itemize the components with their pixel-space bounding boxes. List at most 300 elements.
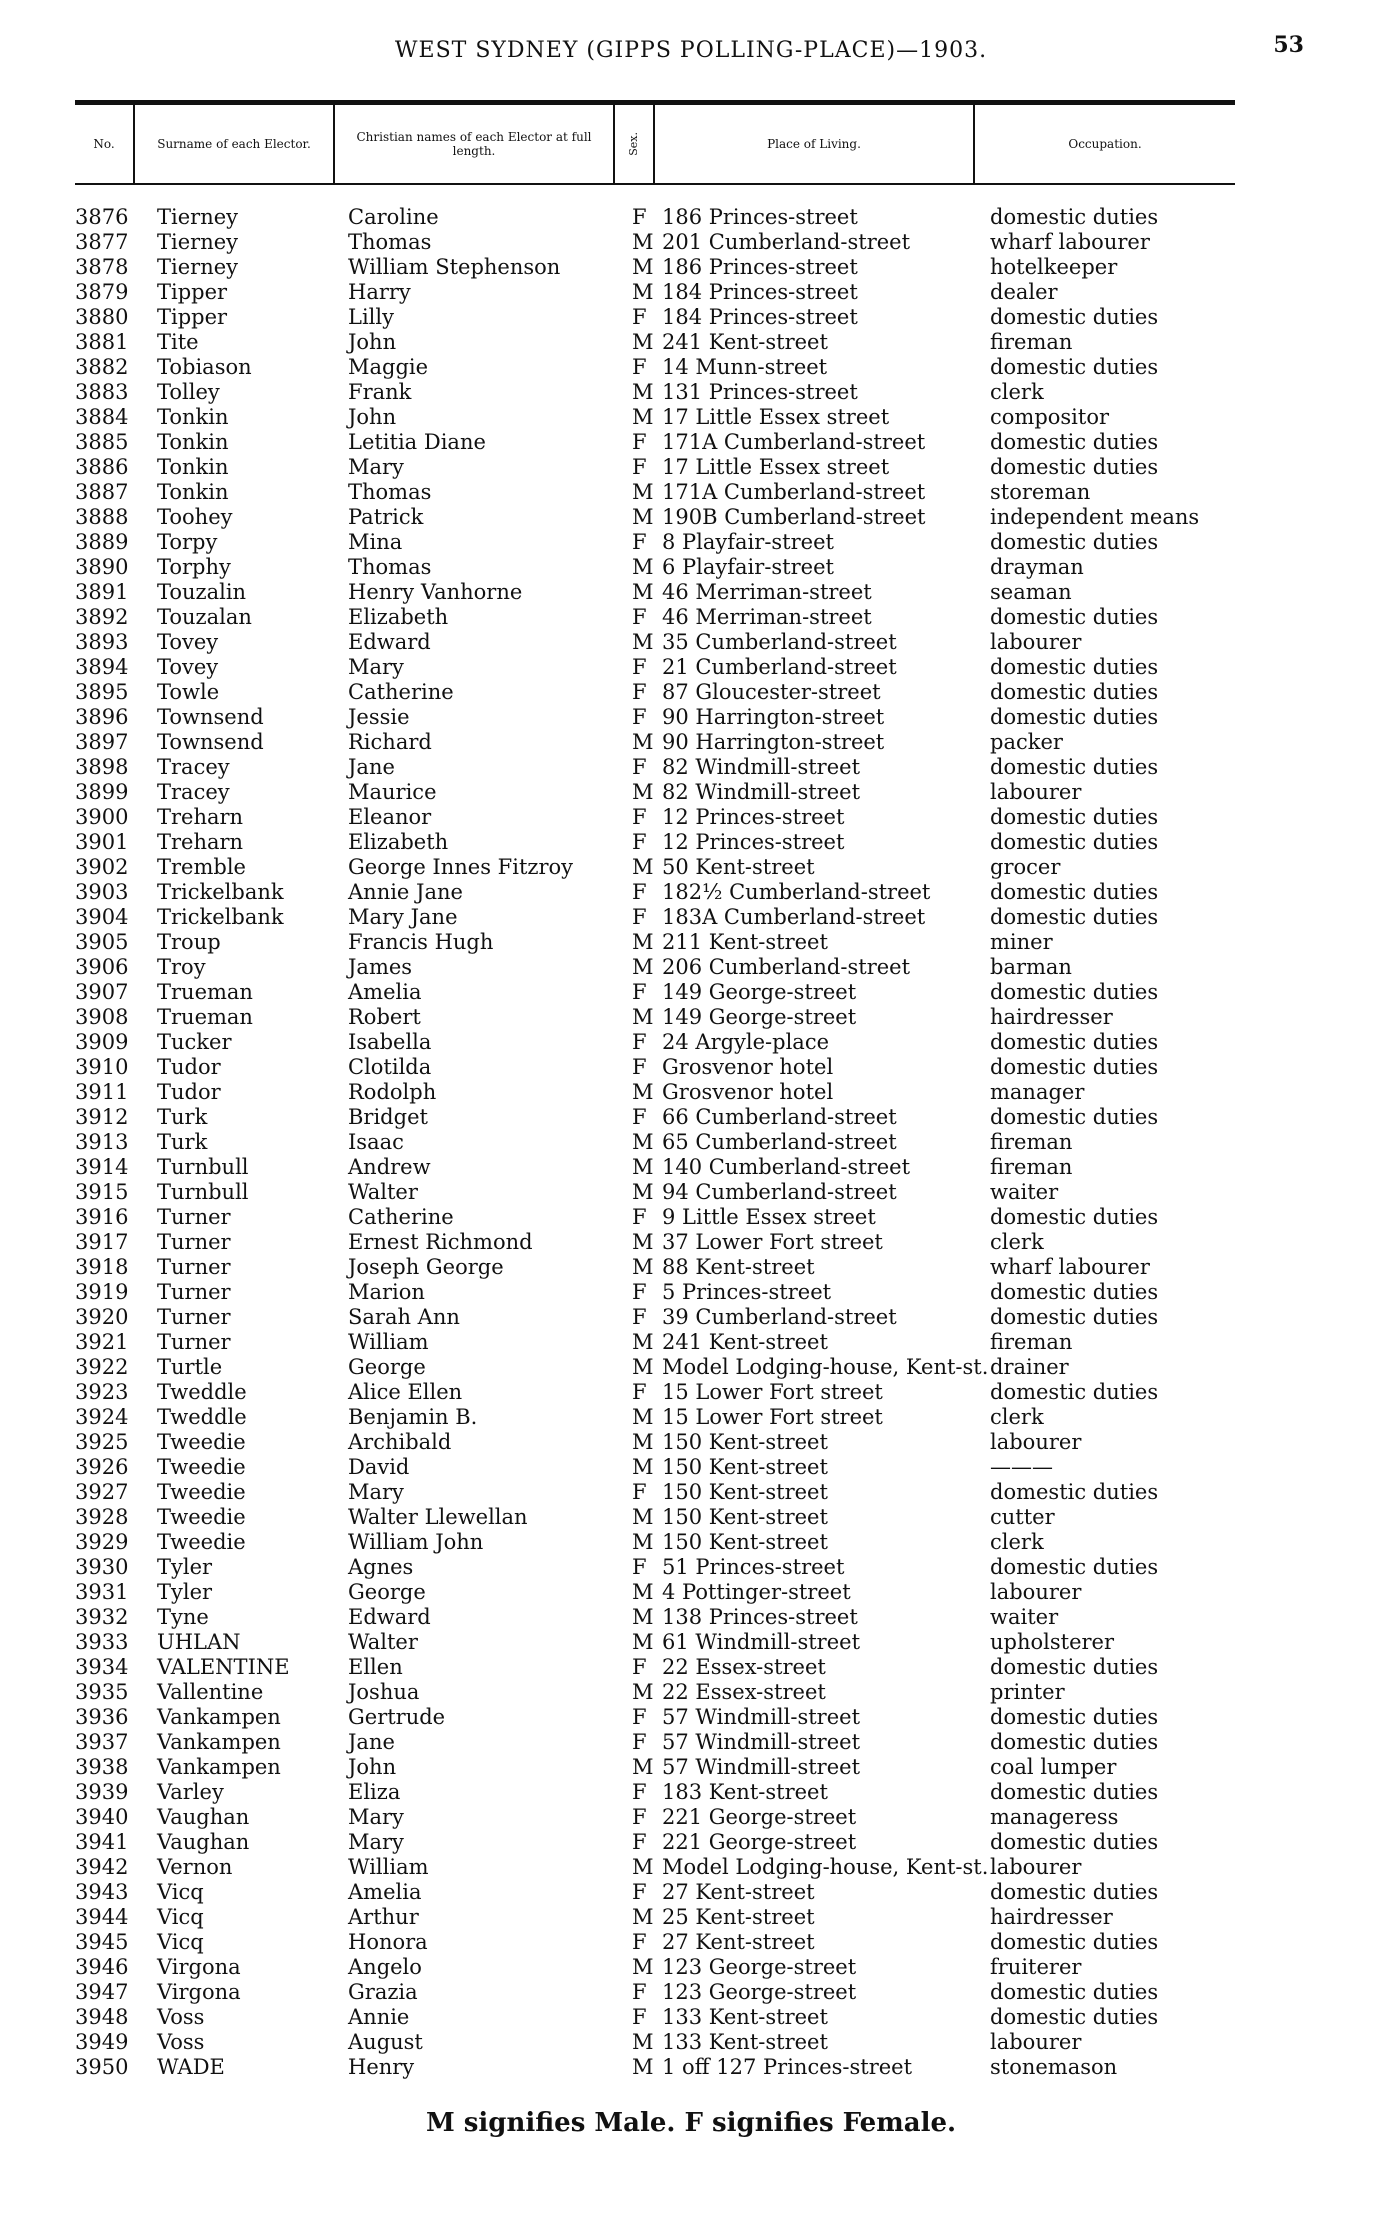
elector-place: 82 Windmill-street	[662, 780, 861, 804]
elector-christian-names: Letitia Diane	[348, 430, 486, 454]
elector-occupation: domestic duties	[990, 1480, 1159, 1504]
elector-number: 3938	[75, 1755, 129, 1779]
elector-number: 3933	[75, 1630, 129, 1654]
elector-occupation: labourer	[990, 1430, 1082, 1454]
elector-surname: Toohey	[157, 505, 233, 529]
elector-number: 3940	[75, 1805, 129, 1829]
elector-christian-names: Richard	[348, 730, 432, 754]
elector-christian-names: Sarah Ann	[348, 1305, 460, 1329]
elector-sex: F	[632, 430, 647, 454]
elector-christian-names: Andrew	[348, 1155, 431, 1179]
elector-christian-names: Isaac	[348, 1130, 404, 1154]
elector-number: 3878	[75, 255, 129, 279]
elector-sex: M	[632, 955, 654, 979]
elector-surname: Tweddle	[157, 1380, 247, 1404]
elector-occupation: waiter	[990, 1180, 1059, 1204]
elector-number: 3888	[75, 505, 129, 529]
elector-occupation: domestic duties	[990, 1280, 1159, 1304]
elector-sex: F	[632, 1980, 647, 2004]
table-row	[75, 1255, 1255, 1280]
table-row	[75, 430, 1255, 455]
elector-sex: M	[632, 1605, 654, 1629]
table-row	[75, 980, 1255, 1005]
elector-surname: Tovey	[157, 655, 219, 679]
elector-christian-names: George	[348, 1355, 426, 1379]
elector-place: 25 Kent-street	[662, 1905, 815, 1929]
elector-occupation: domestic duties	[990, 830, 1159, 854]
elector-surname: Tweedie	[157, 1530, 246, 1554]
elector-christian-names: Annie	[348, 2005, 410, 2029]
elector-place: 241 Kent-street	[662, 330, 828, 354]
elector-surname: Tudor	[157, 1080, 221, 1104]
elector-surname: Turk	[157, 1130, 208, 1154]
elector-number: 3892	[75, 605, 129, 629]
elector-surname: Varley	[157, 1780, 224, 1804]
elector-sex: F	[632, 1380, 647, 1404]
table-row	[75, 1280, 1255, 1305]
table-row	[75, 2055, 1255, 2080]
elector-christian-names: Walter	[348, 1630, 418, 1654]
elector-surname: Vicq	[157, 1880, 204, 1904]
elector-sex: F	[632, 1030, 647, 1054]
elector-occupation: domestic duties	[990, 455, 1159, 479]
elector-number: 3887	[75, 480, 129, 504]
table-row	[75, 1680, 1255, 1705]
elector-christian-names: David	[348, 1455, 410, 1479]
elector-place: Grosvenor hotel	[662, 1080, 834, 1104]
elector-sex: F	[632, 1105, 647, 1129]
elector-place: 206 Cumberland-street	[662, 955, 911, 979]
elector-occupation: drayman	[990, 555, 1084, 579]
elector-christian-names: Catherine	[348, 680, 454, 704]
table-row	[75, 1905, 1255, 1930]
elector-christian-names: Eleanor	[348, 805, 432, 829]
elector-place: 46 Merriman-street	[662, 580, 872, 604]
table-row	[75, 905, 1255, 930]
table-row	[75, 1855, 1255, 1880]
elector-sex: F	[632, 605, 647, 629]
elector-number: 3936	[75, 1705, 129, 1729]
elector-number: 3945	[75, 1930, 129, 1954]
table-row	[75, 1355, 1255, 1380]
elector-surname: Tierney	[157, 255, 239, 279]
table-row	[75, 1830, 1255, 1855]
elector-place: 190B Cumberland-street	[662, 505, 926, 529]
elector-place: 12 Princes-street	[662, 805, 845, 829]
column-header-place: Place of Living.	[655, 105, 975, 183]
elector-sex: M	[632, 1130, 654, 1154]
table-row	[75, 855, 1255, 880]
elector-place: 22 Essex-street	[662, 1655, 826, 1679]
elector-occupation: clerk	[990, 1230, 1044, 1254]
elector-occupation: coal lumper	[990, 1755, 1117, 1779]
elector-sex: M	[632, 1755, 654, 1779]
elector-place: 21 Cumberland-street	[662, 655, 897, 679]
elector-christian-names: Marion	[348, 1280, 425, 1304]
elector-sex: M	[632, 1455, 654, 1479]
elector-place: 57 Windmill-street	[662, 1730, 861, 1754]
elector-occupation: storeman	[990, 480, 1091, 504]
elector-sex: M	[632, 1530, 654, 1554]
elector-christian-names: Joshua	[348, 1680, 420, 1704]
table-row	[75, 1030, 1255, 1055]
elector-sex: F	[632, 530, 647, 554]
elector-surname: Tudor	[157, 1055, 221, 1079]
elector-occupation: domestic duties	[990, 1730, 1159, 1754]
elector-place: 27 Kent-street	[662, 1880, 815, 1904]
elector-christian-names: Patrick	[348, 505, 424, 529]
elector-christian-names: Mary	[348, 1830, 404, 1854]
elector-sex: F	[632, 1780, 647, 1804]
elector-place: 94 Cumberland-street	[662, 1180, 897, 1204]
elector-surname: Turner	[157, 1255, 231, 1279]
elector-surname: Vaughan	[157, 1805, 250, 1829]
elector-place: 183A Cumberland-street	[662, 905, 926, 929]
elector-number: 3882	[75, 355, 129, 379]
elector-sex: F	[632, 1705, 647, 1729]
elector-surname: Tyne	[157, 1605, 209, 1629]
elector-christian-names: Jessie	[348, 705, 410, 729]
elector-number: 3880	[75, 305, 129, 329]
elector-surname: WADE	[157, 2055, 225, 2079]
elector-surname: Vernon	[157, 1855, 233, 1879]
elector-number: 3879	[75, 280, 129, 304]
elector-surname: Trueman	[157, 980, 253, 1004]
elector-occupation: clerk	[990, 1530, 1044, 1554]
elector-christian-names: Ellen	[348, 1655, 403, 1679]
elector-surname: Vankampen	[157, 1755, 281, 1779]
elector-surname: Tolley	[157, 380, 220, 404]
column-header-sex	[615, 105, 655, 183]
elector-christian-names: William	[348, 1330, 429, 1354]
elector-number: 3934	[75, 1655, 129, 1679]
sex-legend: M signifies Male. F signifies Female.	[425, 2108, 957, 2138]
elector-place: 4 Pottinger-street	[662, 1580, 851, 1604]
table-row	[75, 1980, 1255, 2005]
elector-sex: M	[632, 230, 654, 254]
elector-christian-names: Elizabeth	[348, 830, 449, 854]
table-row	[75, 1430, 1255, 1455]
table-row	[75, 1130, 1255, 1155]
elector-surname: Vankampen	[157, 1730, 281, 1754]
elector-sex: M	[632, 1905, 654, 1929]
table-row	[75, 1580, 1255, 1605]
elector-number: 3877	[75, 230, 129, 254]
table-row	[75, 1755, 1255, 1780]
elector-number: 3927	[75, 1480, 129, 1504]
elector-number: 3894	[75, 655, 129, 679]
elector-place: 182½ Cumberland-street	[662, 880, 931, 904]
column-header-no: No.	[75, 105, 135, 183]
elector-number: 3917	[75, 1230, 129, 1254]
elector-christian-names: Catherine	[348, 1205, 454, 1229]
elector-occupation: drainer	[990, 1355, 1069, 1379]
elector-place: 133 Kent-street	[662, 2005, 828, 2029]
elector-number: 3876	[75, 205, 129, 229]
elector-place: 150 Kent-street	[662, 1430, 828, 1454]
elector-occupation: domestic duties	[990, 1780, 1159, 1804]
table-row	[75, 1605, 1255, 1630]
elector-number: 3897	[75, 730, 129, 754]
elector-place: 50 Kent-street	[662, 855, 815, 879]
elector-sex: F	[632, 680, 647, 704]
table-row	[75, 1655, 1255, 1680]
elector-number: 3930	[75, 1555, 129, 1579]
table-row	[75, 1305, 1255, 1330]
table-row	[75, 530, 1255, 555]
elector-sex: M	[632, 1430, 654, 1454]
elector-sex: M	[632, 2055, 654, 2079]
elector-surname: Virgona	[157, 1980, 241, 2004]
table-row	[75, 405, 1255, 430]
elector-christian-names: George Innes Fitzroy	[348, 855, 573, 879]
elector-place: 171A Cumberland-street	[662, 480, 926, 504]
elector-christian-names: Rodolph	[348, 1080, 437, 1104]
elector-sex: M	[632, 780, 654, 804]
elector-sex: F	[632, 1555, 647, 1579]
elector-surname: Townsend	[157, 705, 264, 729]
elector-occupation: domestic duties	[990, 305, 1159, 329]
elector-christian-names: Amelia	[348, 1880, 422, 1904]
elector-occupation: wharf labourer	[990, 1255, 1150, 1279]
table-row	[75, 780, 1255, 805]
elector-occupation: cutter	[990, 1505, 1055, 1529]
elector-place: 149 George-street	[662, 1005, 857, 1029]
elector-place: 1 off 127 Princes-street	[662, 2055, 913, 2079]
elector-place: 15 Lower Fort street	[662, 1405, 883, 1429]
elector-sex: F	[632, 755, 647, 779]
table-row	[75, 555, 1255, 580]
elector-number: 3928	[75, 1505, 129, 1529]
elector-place: 35 Cumberland-street	[662, 630, 897, 654]
elector-sex: M	[632, 930, 654, 954]
elector-surname: Tyler	[157, 1580, 213, 1604]
table-row	[75, 1005, 1255, 1030]
elector-number: 3909	[75, 1030, 129, 1054]
table-row	[75, 305, 1255, 330]
elector-occupation: domestic duties	[990, 905, 1159, 929]
elector-sex: M	[632, 1080, 654, 1104]
elector-surname: Vankampen	[157, 1705, 281, 1729]
elector-surname: Troup	[157, 930, 221, 954]
table-row	[75, 1805, 1255, 1830]
elector-number: 3902	[75, 855, 129, 879]
elector-surname: Vallentine	[157, 1680, 264, 1704]
elector-occupation: domestic duties	[990, 655, 1159, 679]
elector-sex: F	[632, 1055, 647, 1079]
elector-number: 3886	[75, 455, 129, 479]
elector-place: 24 Argyle-place	[662, 1030, 830, 1054]
elector-sex: M	[632, 1405, 654, 1429]
elector-occupation: fireman	[990, 330, 1073, 354]
elector-number: 3901	[75, 830, 129, 854]
elector-christian-names: Bridget	[348, 1105, 428, 1129]
elector-occupation: domestic duties	[990, 1930, 1159, 1954]
table-row	[75, 1930, 1255, 1955]
elector-occupation: hairdresser	[990, 1005, 1113, 1029]
elector-occupation: seaman	[990, 580, 1072, 604]
elector-place: 88 Kent-street	[662, 1255, 815, 1279]
elector-christian-names: August	[348, 2030, 423, 2054]
table-row	[75, 755, 1255, 780]
elector-place: 65 Cumberland-street	[662, 1130, 897, 1154]
elector-occupation: domestic duties	[990, 1980, 1159, 2004]
elector-number: 3949	[75, 2030, 129, 2054]
table-row	[75, 1330, 1255, 1355]
elector-place: 150 Kent-street	[662, 1505, 828, 1529]
elector-sex: F	[632, 205, 647, 229]
elector-sex: F	[632, 455, 647, 479]
elector-number: 3946	[75, 1955, 129, 1979]
elector-surname: Tweedie	[157, 1455, 246, 1479]
elector-surname: Tweedie	[157, 1430, 246, 1454]
table-row	[75, 480, 1255, 505]
elector-number: 3932	[75, 1605, 129, 1629]
elector-christian-names: Frank	[348, 380, 412, 404]
elector-place: Grosvenor hotel	[662, 1055, 834, 1079]
table-row	[75, 255, 1255, 280]
elector-place: 221 George-street	[662, 1805, 857, 1829]
elector-surname: Tucker	[157, 1030, 232, 1054]
elector-surname: Vaughan	[157, 1830, 250, 1854]
table-row	[75, 630, 1255, 655]
elector-occupation: waiter	[990, 1605, 1059, 1629]
elector-surname: Tonkin	[157, 405, 229, 429]
table-row	[75, 1230, 1255, 1255]
elector-christian-names: Edward	[348, 630, 431, 654]
elector-place: 186 Princes-street	[662, 205, 858, 229]
elector-place: 138 Princes-street	[662, 1605, 858, 1629]
elector-number: 3939	[75, 1780, 129, 1804]
elector-sex: F	[632, 880, 647, 904]
column-header-christian-names: Christian names of each Elector at full length.	[335, 105, 615, 183]
elector-christian-names: John	[348, 1755, 397, 1779]
elector-number: 3942	[75, 1855, 129, 1879]
table-row	[75, 1630, 1255, 1655]
table-row	[75, 1205, 1255, 1230]
elector-number: 3911	[75, 1080, 129, 1104]
elector-number: 3890	[75, 555, 129, 579]
elector-surname: Tweedie	[157, 1505, 246, 1529]
elector-occupation: domestic duties	[990, 430, 1159, 454]
elector-occupation: labourer	[990, 780, 1082, 804]
elector-sex: M	[632, 1230, 654, 1254]
elector-sex: M	[632, 630, 654, 654]
elector-number: 3912	[75, 1105, 129, 1129]
elector-number: 3935	[75, 1680, 129, 1704]
elector-occupation: hairdresser	[990, 1905, 1113, 1929]
elector-christian-names: Joseph George	[348, 1255, 504, 1279]
elector-sex: F	[632, 355, 647, 379]
elector-sex: M	[632, 555, 654, 579]
elector-christian-names: Harry	[348, 280, 411, 304]
elector-number: 3943	[75, 1880, 129, 1904]
elector-number: 3889	[75, 530, 129, 554]
elector-number: 3914	[75, 1155, 129, 1179]
elector-christian-names: Edward	[348, 1605, 431, 1629]
elector-surname: Voss	[157, 2030, 205, 2054]
elector-christian-names: Ernest Richmond	[348, 1230, 533, 1254]
elector-number: 3881	[75, 330, 129, 354]
elector-christian-names: Eliza	[348, 1780, 401, 1804]
elector-number: 3910	[75, 1055, 129, 1079]
elector-christian-names: Jane	[348, 755, 395, 779]
page-title: WEST SYDNEY (GIPPS POLLING-PLACE)—1903.	[394, 38, 988, 63]
elector-surname: Turner	[157, 1230, 231, 1254]
page-number: 53	[1273, 32, 1304, 58]
elector-number: 3913	[75, 1130, 129, 1154]
electors-list	[75, 205, 1255, 2080]
elector-number: 3924	[75, 1405, 129, 1429]
elector-occupation: barman	[990, 955, 1072, 979]
elector-place: 150 Kent-street	[662, 1455, 828, 1479]
elector-occupation: domestic duties	[990, 705, 1159, 729]
elector-surname: Voss	[157, 2005, 205, 2029]
elector-place: 133 Kent-street	[662, 2030, 828, 2054]
table-row	[75, 1530, 1255, 1555]
table-row	[75, 2005, 1255, 2030]
elector-sex: F	[632, 1930, 647, 1954]
elector-number: 3919	[75, 1280, 129, 1304]
elector-place: 51 Princes-street	[662, 1555, 845, 1579]
elector-surname: Turnbull	[157, 1180, 249, 1204]
elector-number: 3948	[75, 2005, 129, 2029]
elector-surname: Tonkin	[157, 430, 229, 454]
elector-sex: F	[632, 980, 647, 1004]
elector-place: 39 Cumberland-street	[662, 1305, 897, 1329]
elector-place: 17 Little Essex street	[662, 455, 890, 479]
elector-place: 57 Windmill-street	[662, 1705, 861, 1729]
elector-surname: Turner	[157, 1280, 231, 1304]
elector-surname: Treharn	[157, 830, 244, 854]
elector-sex: M	[632, 505, 654, 529]
elector-occupation: ———	[990, 1455, 1053, 1479]
elector-place: 90 Harrington-street	[662, 730, 885, 754]
elector-christian-names: William	[348, 1855, 429, 1879]
elector-occupation: fireman	[990, 1330, 1073, 1354]
elector-surname: Turner	[157, 1305, 231, 1329]
elector-surname: Tipper	[157, 305, 228, 329]
elector-occupation: domestic duties	[990, 1105, 1159, 1129]
elector-christian-names: Thomas	[348, 230, 432, 254]
elector-occupation: miner	[990, 930, 1053, 954]
elector-occupation: fireman	[990, 1130, 1073, 1154]
elector-sex: M	[632, 1005, 654, 1029]
table-row	[75, 955, 1255, 980]
elector-surname: Trueman	[157, 1005, 253, 1029]
elector-number: 3941	[75, 1830, 129, 1854]
elector-occupation: domestic duties	[990, 205, 1159, 229]
elector-sex: M	[632, 1855, 654, 1879]
elector-place: 37 Lower Fort street	[662, 1230, 883, 1254]
elector-surname: Tonkin	[157, 480, 229, 504]
elector-christian-names: John	[348, 405, 397, 429]
elector-christian-names: Robert	[348, 1005, 421, 1029]
elector-place: 184 Princes-street	[662, 280, 858, 304]
elector-place: 15 Lower Fort street	[662, 1380, 883, 1404]
elector-number: 3904	[75, 905, 129, 929]
elector-occupation: grocer	[990, 855, 1061, 879]
elector-place: 221 George-street	[662, 1830, 857, 1854]
elector-number: 3926	[75, 1455, 129, 1479]
elector-surname: Turtle	[157, 1355, 223, 1379]
elector-place: 171A Cumberland-street	[662, 430, 926, 454]
elector-surname: Tierney	[157, 230, 239, 254]
elector-surname: Tovey	[157, 630, 219, 654]
elector-christian-names: Jane	[348, 1730, 395, 1754]
elector-surname: Tracey	[157, 755, 230, 779]
elector-surname: Turk	[157, 1105, 208, 1129]
